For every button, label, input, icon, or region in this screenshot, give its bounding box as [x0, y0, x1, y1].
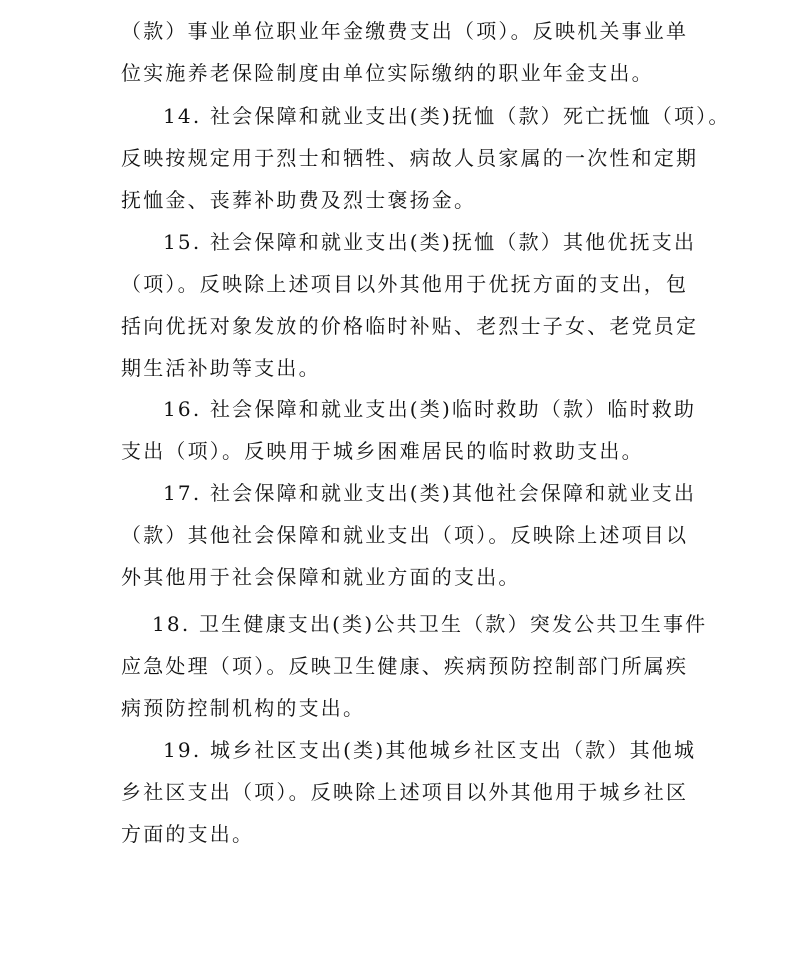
paragraph-14-line-1: 14. 社会保障和就业支出(类)抚恤（款）死亡抚恤（项）。: [163, 104, 731, 128]
paragraph-14-line-3: 抚恤金、丧葬补助费及烈士褒扬金。: [121, 188, 477, 212]
paragraph-15-line-4: 期生活补助等支出。: [121, 356, 321, 380]
paragraph-16-line-1: 16. 社会保障和就业支出(类)临时救助（款）临时救助: [163, 397, 697, 421]
paragraph-14-line-2: 反映按规定用于烈士和牺牲、病故人员家属的一次性和定期: [121, 146, 699, 170]
paragraph-15-line-1: 15. 社会保障和就业支出(类)抚恤（款）其他优抚支出: [163, 230, 697, 254]
paragraph-18-line-2: 应急处理（项）。反映卫生健康、疾病预防控制部门所属疾: [121, 654, 689, 678]
paragraph-18-line-3: 病预防控制机构的支出。: [121, 696, 366, 720]
paragraph-16-line-2: 支出（项）。反映用于城乡困难居民的临时救助支出。: [121, 439, 644, 463]
paragraph-13-line-2: 位实施养老保险制度由单位实际缴纳的职业年金支出。: [121, 61, 654, 85]
paragraph-15-line-2: （项）。反映除上述项目以外其他用于优抚方面的支出，包: [121, 272, 689, 296]
paragraph-18-line-1: 18. 卫生健康支出(类)公共卫生（款）突发公共卫生事件: [152, 612, 708, 636]
paragraph-15-line-3: 括向优抚对象发放的价格临时补贴、老烈士子女、老党员定: [121, 314, 699, 338]
paragraph-19-line-3: 方面的支出。: [121, 822, 255, 846]
paragraph-19-line-2: 乡社区支出（项）。反映除上述项目以外其他用于城乡社区: [121, 780, 689, 804]
paragraph-13-line-1: （款）事业单位职业年金缴费支出（项）。反映机关事业单: [121, 19, 689, 43]
paragraph-17-line-2: （款）其他社会保障和就业支出（项）。反映除上述项目以: [121, 523, 689, 547]
paragraph-19-line-1: 19. 城乡社区支出(类)其他城乡社区支出（款）其他城: [163, 738, 697, 762]
paragraph-17-line-3: 外其他用于社会保障和就业方面的支出。: [121, 565, 521, 589]
paragraph-17-line-1: 17. 社会保障和就业支出(类)其他社会保障和就业支出: [163, 481, 697, 505]
